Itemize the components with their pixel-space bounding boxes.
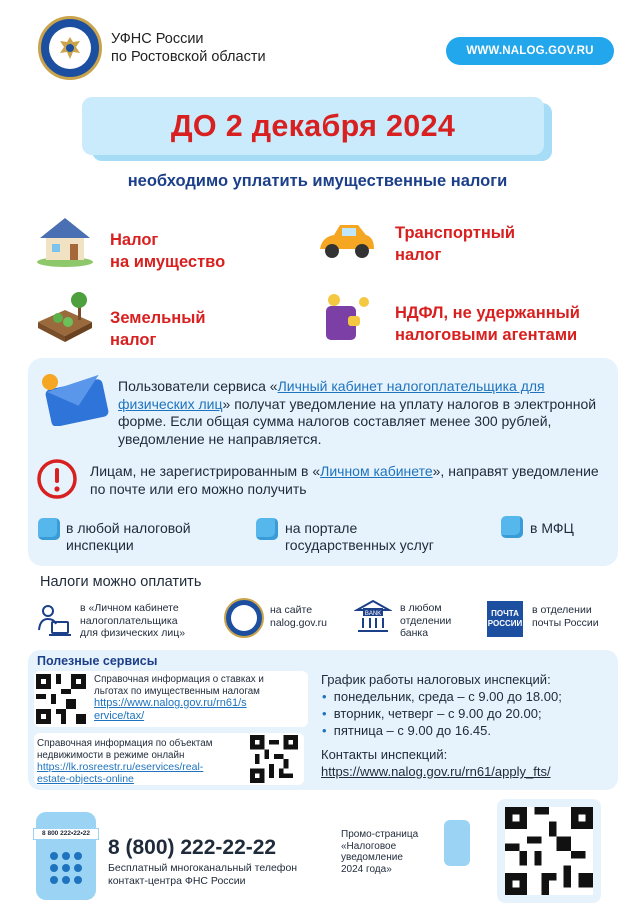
- tax-transport-label: Транспортный налог: [395, 224, 516, 264]
- pay-method-post: в отделении почты России: [532, 604, 599, 629]
- phone-icon: [36, 812, 96, 900]
- option-square-icon: [256, 518, 278, 540]
- wallet-icon: [314, 290, 376, 344]
- phone-screen: 8 800 222•22•22: [33, 828, 99, 840]
- qr-code-icon[interactable]: [36, 674, 86, 724]
- service-rosreestr-link[interactable]: https://lk.rosreestr.ru/eservices/real- estate-objects-online: [37, 761, 204, 785]
- option-square-icon: [38, 518, 60, 540]
- personal-account-link[interactable]: Личный кабинет налогоплательщика для физических лиц: [118, 378, 545, 412]
- option-square-icon: [501, 516, 523, 538]
- deadline-banner: ДО 2 декабря 2024: [82, 97, 544, 155]
- list-item: • понедельник, среда – с 9.00 до 18.00;: [322, 689, 562, 704]
- envelope-bell-icon: [36, 370, 112, 426]
- option-tax-office: в любой налоговой инспекции: [66, 520, 191, 553]
- pay-method-cabinet: в «Личном кабинете налогоплательщика для физических лиц»: [80, 602, 186, 639]
- org-name: [111, 30, 266, 66]
- land-plot-icon: [34, 290, 96, 344]
- service-tax-link[interactable]: https://www.nalog.gov.ru/rn61/s ervice/tax/: [94, 697, 247, 722]
- qr-code-icon[interactable]: [250, 735, 298, 783]
- tax-ndfl-label: НДФЛ, не удержанный налоговыми агентами: [395, 304, 580, 344]
- hotline-phone[interactable]: 8 (800) 222-22-22: [108, 836, 277, 859]
- pay-method-site: на сайте nalog.gov.ru: [270, 604, 328, 629]
- org-line-2: по Ростовской области: [111, 49, 266, 65]
- schedule-list: [322, 688, 612, 739]
- bank-icon: [354, 598, 392, 636]
- personal-cabinet-link[interactable]: Личном кабинете: [320, 463, 433, 479]
- pay-title: Налоги можно оплатить: [40, 574, 202, 590]
- service-tax-text: Справочная информация о ставках и льготах по имущественным налогам: [94, 674, 264, 697]
- smartphone-icon: [444, 820, 470, 866]
- tax-land-label: Земельный налог: [110, 309, 206, 349]
- site-link-button[interactable]: WWW.NALOG.GOV.RU: [446, 37, 614, 65]
- service-rosreestr-text: Справочная информация по объектам недвижимости в режиме онлайн: [37, 738, 213, 761]
- info-paragraph-1: Пользователи сервиса «Личный кабинет налогоплательщика для физических лиц» получат уведомление на уплату налогов в электронной форме. Если общая сумма налогов составляет менее 300 рублей, уведомление не направляется.: [118, 378, 597, 447]
- services-title: Полезные сервисы: [37, 654, 158, 668]
- promo-text: Промо-страница «Налоговое уведомление 2024 года»: [341, 829, 419, 875]
- subtitle: необходимо уплатить имущественные налоги: [127, 172, 508, 190]
- tax-property-label: Налог на имущество: [110, 231, 226, 271]
- list-item: • пятница – с 9.00 до 16.45.: [322, 723, 491, 738]
- eagle-emblem-icon: [49, 27, 91, 69]
- fns-emblem-icon: [224, 598, 264, 638]
- contacts-title: Контакты инспекций:: [321, 747, 448, 762]
- list-item: • вторник, четверг – с 9.00 до 20.00;: [322, 706, 542, 721]
- hotline-description: Бесплатный многоканальный телефон контакт-центра ФНС России: [108, 862, 298, 887]
- fns-logo: [38, 16, 102, 80]
- option-gosuslugi: на портале государственных услуг: [285, 520, 434, 553]
- info-paragraph-2: Лицам, не зарегистрированным в «Личном кабинете», направят уведомление по почте или его можно получить: [90, 463, 599, 497]
- pay-method-bank: в любом отделении банка: [400, 602, 452, 639]
- house-icon: [34, 214, 96, 268]
- org-line-1: УФНС России: [111, 31, 204, 47]
- car-icon: [314, 215, 376, 269]
- qr-code-icon[interactable]: [505, 807, 593, 895]
- russian-post-icon: ПОЧТА РОССИИ: [487, 601, 523, 637]
- svg-text:BANK: BANK: [364, 611, 382, 617]
- person-laptop-icon: [36, 602, 72, 638]
- contacts-link[interactable]: https://www.nalog.gov.ru/rn61/apply_fts/: [321, 764, 551, 779]
- option-mfc: в МФЦ: [530, 520, 574, 536]
- warning-icon: [36, 458, 78, 500]
- schedule-title: График работы налоговых инспекций:: [321, 672, 551, 687]
